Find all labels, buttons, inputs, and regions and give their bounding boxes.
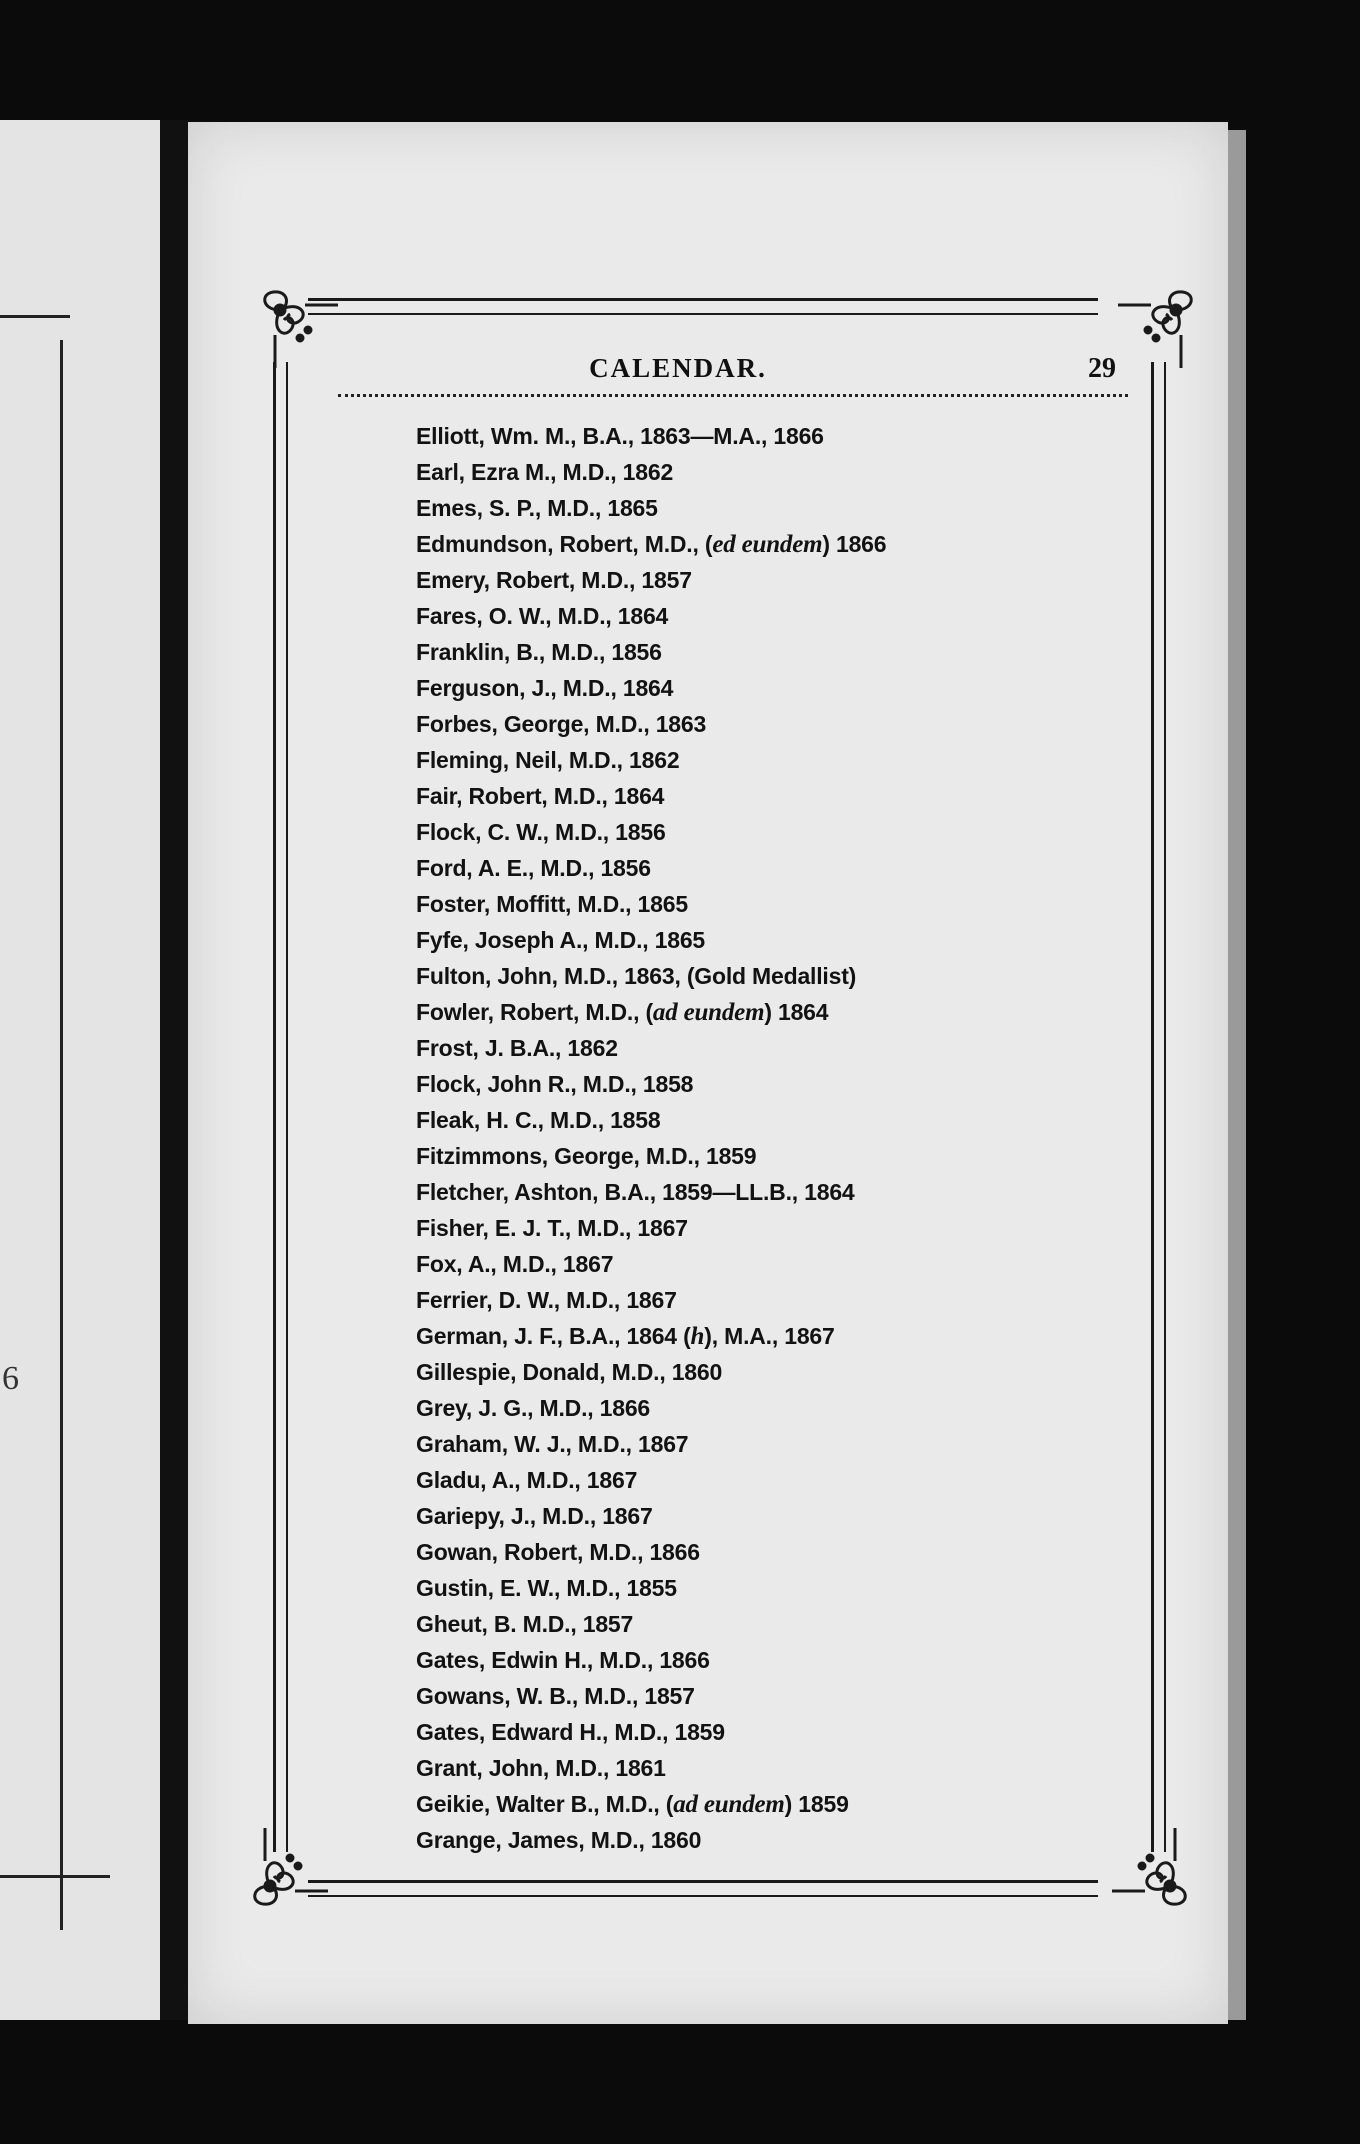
list-item (416, 1066, 1116, 1102)
list-item (416, 1642, 1116, 1678)
entry-text: Grange, James, M.D., 1860 (416, 1827, 702, 1853)
list-item (416, 1390, 1116, 1426)
list-item (416, 1102, 1116, 1138)
entry-text: Foster, Moffitt, M.D., 1865 (416, 891, 688, 917)
entry-text: Graham, W. J., M.D., 1867 (416, 1431, 689, 1457)
graduate-list (416, 418, 1116, 1858)
entry-text: Fleming, Neil, M.D., 1862 (416, 747, 680, 773)
list-item (416, 490, 1116, 526)
list-item (416, 1030, 1116, 1066)
entry-text: Fares, O. W., M.D., 1864 (416, 603, 669, 629)
list-item (416, 1174, 1116, 1210)
book-page (188, 122, 1228, 2024)
list-item (416, 1606, 1116, 1642)
corner-ornament-icon (250, 280, 340, 370)
entry-text: Frost, J. B.A., 1862 (416, 1035, 618, 1061)
entry-text-tail: ) 1859 (784, 1791, 849, 1817)
list-item (416, 1282, 1116, 1318)
entry-text: Earl, Ezra M., M.D., 1862 (416, 459, 674, 485)
entry-italic-text: h (690, 1323, 705, 1350)
entry-text: Gates, Edwin H., M.D., 1866 (416, 1647, 710, 1673)
running-head: CALENDAR. (589, 353, 767, 383)
list-item (416, 670, 1116, 706)
entry-text: Fitzimmons, George, M.D., 1859 (416, 1143, 757, 1169)
entry-text: Flock, John R., M.D., 1858 (416, 1071, 694, 1097)
entry-text: Ferrier, D. W., M.D., 1867 (416, 1287, 677, 1313)
entry-text: Gillespie, Donald, M.D., 1860 (416, 1359, 723, 1385)
entry-text: Franklin, B., M.D., 1856 (416, 639, 662, 665)
entry-text: Ferguson, J., M.D., 1864 (416, 675, 674, 701)
list-item (416, 1822, 1116, 1858)
list-item (416, 1786, 1116, 1822)
list-item (416, 1462, 1116, 1498)
entry-text: Fyfe, Joseph A., M.D., 1865 (416, 927, 706, 953)
corner-ornament-icon (1110, 1826, 1200, 1916)
facing-page-frame-bottom (0, 1875, 110, 1878)
list-item (416, 742, 1116, 778)
entry-text: Edmundson, Robert, M.D., ( (416, 531, 713, 557)
page-number: 29 (1088, 353, 1116, 384)
facing-page-frame-line (60, 340, 63, 1930)
list-item (416, 1210, 1116, 1246)
page-edge-shadow (1228, 130, 1246, 2020)
list-item (416, 634, 1116, 670)
entry-text: Flock, C. W., M.D., 1856 (416, 819, 666, 845)
entry-text: Gowans, W. B., M.D., 1857 (416, 1683, 695, 1709)
entry-text: German, J. F., B.A., 1864 ( (416, 1323, 691, 1349)
list-item (416, 418, 1116, 454)
list-item (416, 1426, 1116, 1462)
facing-page-frame-top (0, 315, 70, 318)
header-dotted-rule (338, 394, 1128, 397)
frame-left-rule (273, 362, 288, 1852)
list-item (416, 778, 1116, 814)
book-gutter (160, 120, 188, 2020)
list-item (416, 814, 1116, 850)
entry-text: Elliott, Wm. M., B.A., 1863—M.A., 1866 (416, 423, 824, 449)
list-item (416, 994, 1116, 1030)
entry-text: Emery, Robert, M.D., 1857 (416, 567, 692, 593)
entry-text: Fair, Robert, M.D., 1864 (416, 783, 665, 809)
list-item (416, 850, 1116, 886)
entry-text: Gariepy, J., M.D., 1867 (416, 1503, 653, 1529)
entry-text: Gates, Edward H., M.D., 1859 (416, 1719, 725, 1745)
entry-text: Grant, John, M.D., 1861 (416, 1755, 666, 1781)
entry-text-tail: ), M.A., 1867 (704, 1323, 835, 1349)
list-item (416, 1750, 1116, 1786)
entry-text: Fulton, John, M.D., 1863, (Gold Medallist) (416, 963, 857, 989)
entry-italic-text: ed eundem (712, 531, 823, 558)
list-item (416, 1354, 1116, 1390)
entry-text: Forbes, George, M.D., 1863 (416, 711, 707, 737)
list-item (416, 958, 1116, 994)
entry-text: Grey, J. G., M.D., 1866 (416, 1395, 651, 1421)
list-item (416, 1498, 1116, 1534)
entry-text: Geikie, Walter B., M.D., ( (416, 1791, 674, 1817)
entry-text: Gladu, A., M.D., 1867 (416, 1467, 638, 1493)
entry-text: Fleak, H. C., M.D., 1858 (416, 1107, 661, 1133)
entry-text-tail: ) 1866 (822, 531, 887, 557)
list-item (416, 922, 1116, 958)
frame-top-rule (308, 298, 1098, 315)
facing-page-edge (0, 120, 160, 2020)
entry-text: Emes, S. P., M.D., 1865 (416, 495, 658, 521)
frame-bottom-rule (308, 1880, 1098, 1897)
entry-text: Gheut, B. M.D., 1857 (416, 1611, 634, 1637)
list-item (416, 598, 1116, 634)
list-item (416, 454, 1116, 490)
list-item (416, 1318, 1116, 1354)
entry-text: Fowler, Robert, M.D., ( (416, 999, 653, 1025)
list-item (416, 1714, 1116, 1750)
list-item (416, 1246, 1116, 1282)
entry-text: Gustin, E. W., M.D., 1855 (416, 1575, 677, 1601)
list-item (416, 562, 1116, 598)
list-item (416, 1138, 1116, 1174)
entry-italic-text: ad eundem (652, 999, 765, 1026)
list-item (416, 1534, 1116, 1570)
entry-text: Ford, A. E., M.D., 1856 (416, 855, 651, 881)
entry-text: Fisher, E. J. T., M.D., 1867 (416, 1215, 688, 1241)
list-item (416, 886, 1116, 922)
entry-italic-text: ad eundem (673, 1791, 785, 1818)
entry-text: Gowan, Robert, M.D., 1866 (416, 1539, 700, 1565)
facing-page-margin-glyph: 6 (2, 1360, 19, 1397)
entry-text: Fox, A., M.D., 1867 (416, 1251, 614, 1277)
list-item (416, 706, 1116, 742)
corner-ornament-icon (240, 1826, 330, 1916)
page-header (348, 347, 1138, 387)
list-item (416, 1570, 1116, 1606)
list-item (416, 526, 1116, 562)
entry-text-tail: ) 1864 (764, 999, 829, 1025)
frame-right-rule (1151, 362, 1166, 1852)
list-item (416, 1678, 1116, 1714)
entry-text: Fletcher, Ashton, B.A., 1859—LL.B., 1864 (416, 1179, 855, 1205)
